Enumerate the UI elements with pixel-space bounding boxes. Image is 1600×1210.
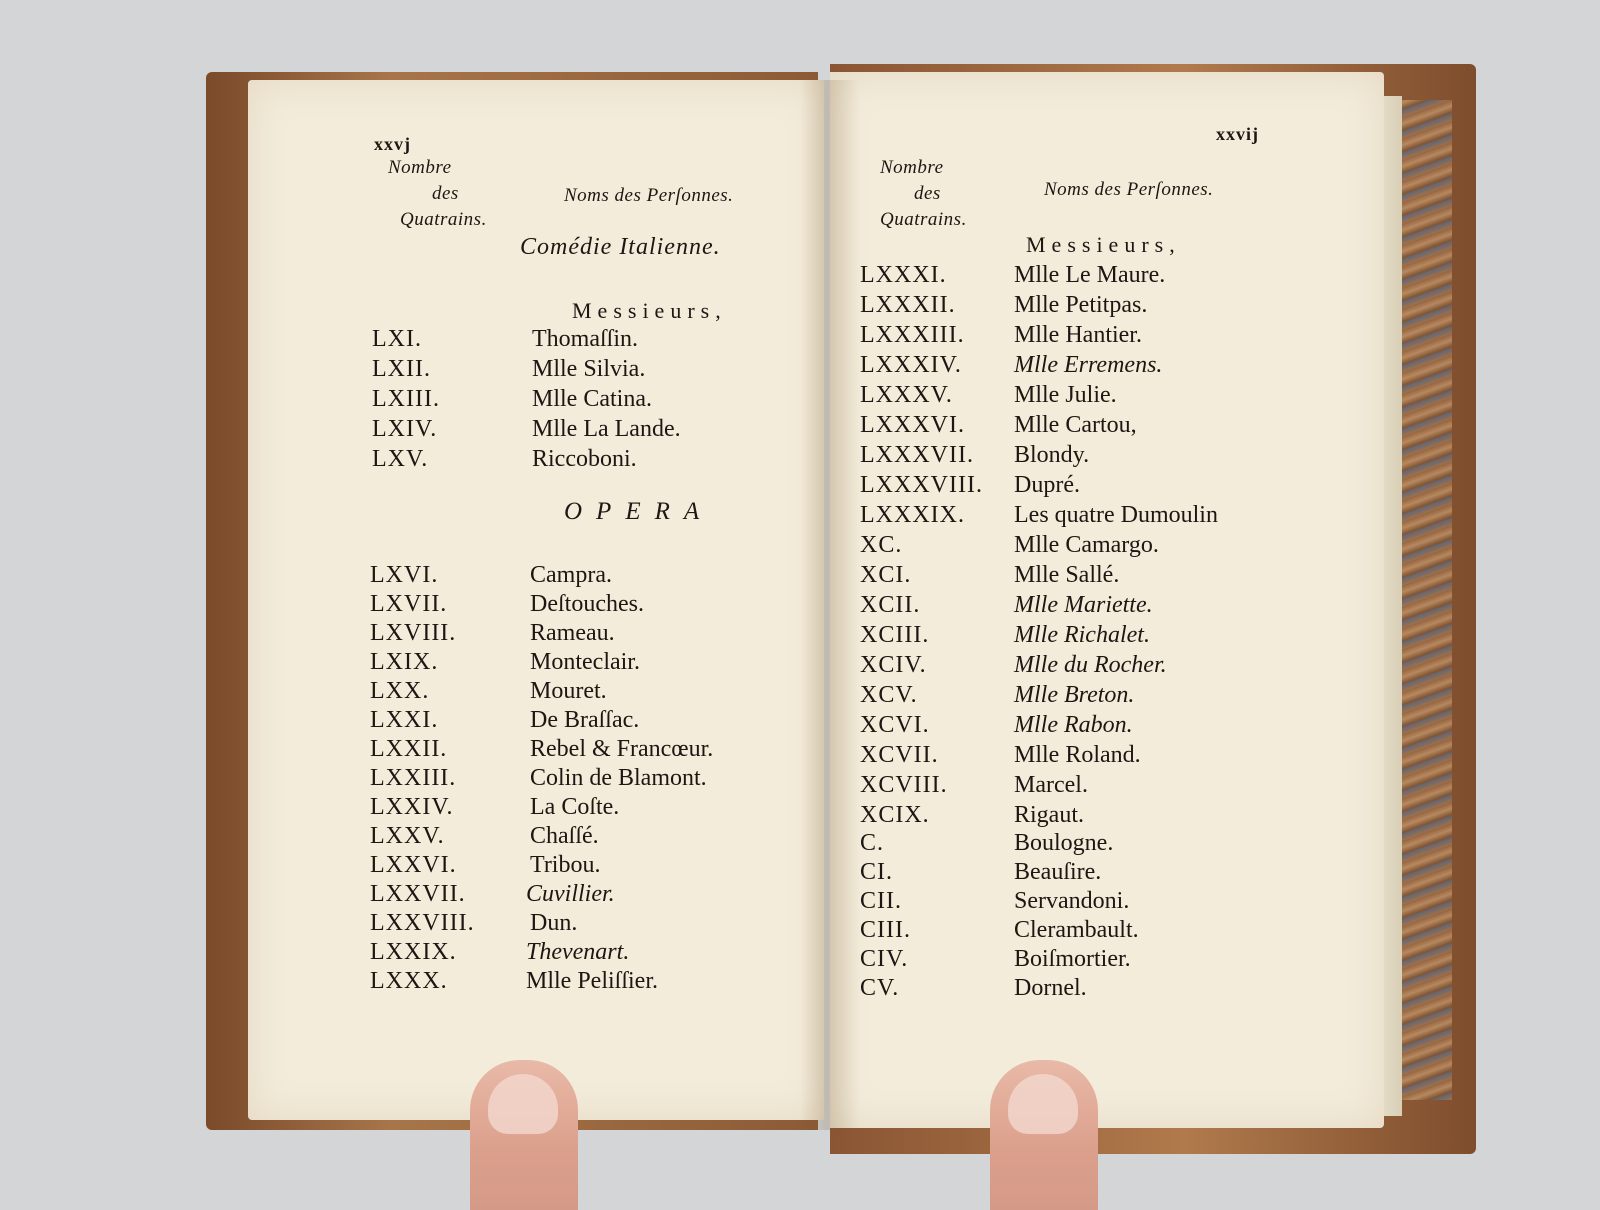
column-header-number-2: des — [914, 183, 941, 204]
messieurs-heading: Messieurs, — [1026, 232, 1181, 257]
opera-heading: OPERA — [564, 498, 714, 525]
page-number: xxvj — [374, 134, 411, 154]
column-header-names: Noms des Perſonnes. — [564, 185, 734, 206]
column-header-number-3: Quatrains. — [880, 209, 967, 230]
column-header-number-1: Nombre — [880, 157, 944, 178]
column-header-number-2: des — [432, 183, 459, 204]
left-page: xxvj Nombre des Quatrains. Noms des Perſonnes. Comédie Italienne. Messieurs, LXI. Thomaſſin. LXII. Mlle Silvia. LXIII. Mlle Catina. LXIV. Mlle La Lande. LXV. Riccoboni. OPERA LXVI. Campra. LXVII. Deſtouches. LXVIII. Rameau. LXIX. Monteclair. LXX. Mouret. LXXI. De Braſſac. LXXII. Rebel & Francœur. LXXIII. Colin de Blamont. LXXIV. La Coſte. LXXV. Chaſſé. LXXVI. Tribou. LXXVII. Cuvillier. LXXVIII. Dun. LXXIX. Thevenart. LXXX. Mlle Peliſſier. — [248, 80, 824, 1120]
thumbnail-nail — [488, 1074, 558, 1134]
book-gutter — [800, 80, 860, 1130]
messieurs-heading: Messieurs, — [572, 298, 727, 323]
right-page: xxvij Nombre des Quatrains. Noms des Perſonnes. Messieurs, LXXXI. Mlle Le Maure. LXXXII. Mlle Petitpas. LXXXIII. Mlle Hantier. LXXXIV. Mlle Erremens. LXXXV. Mlle Julie. LXXXVI. Mlle Cartou, LXXXVII. Blondy. LXXXVIII. Dupré. LXXXIX. Les quatre Dumoulin XC. Mlle Camargo. XCI. Mlle Sallé. XCII. Mlle Mariette. XCIII. Mlle Richalet. XCIV. Mlle du Rocher. XCV. Mlle Breton. XCVI. Mlle Rabon. XCVII. Mlle Roland. XCVIII. Marcel. XCIX. Rigaut. C. Boulogne. CI. Beauſire. CII. Servandoni. CIII. Clerambault. CIV. Boiſmortier. CV. Dornel. — [830, 72, 1384, 1128]
column-header-number-3: Quatrains. — [400, 209, 487, 230]
column-header-names: Noms des Perſonnes. — [1044, 179, 1214, 200]
section-title: Comédie Italienne. — [520, 234, 721, 260]
page-number: xxvij — [1216, 124, 1259, 144]
right-thumb — [990, 1060, 1098, 1210]
column-header-number-1: Nombre — [388, 157, 452, 178]
left-thumb — [470, 1060, 578, 1210]
thumbnail-nail — [1008, 1074, 1078, 1134]
